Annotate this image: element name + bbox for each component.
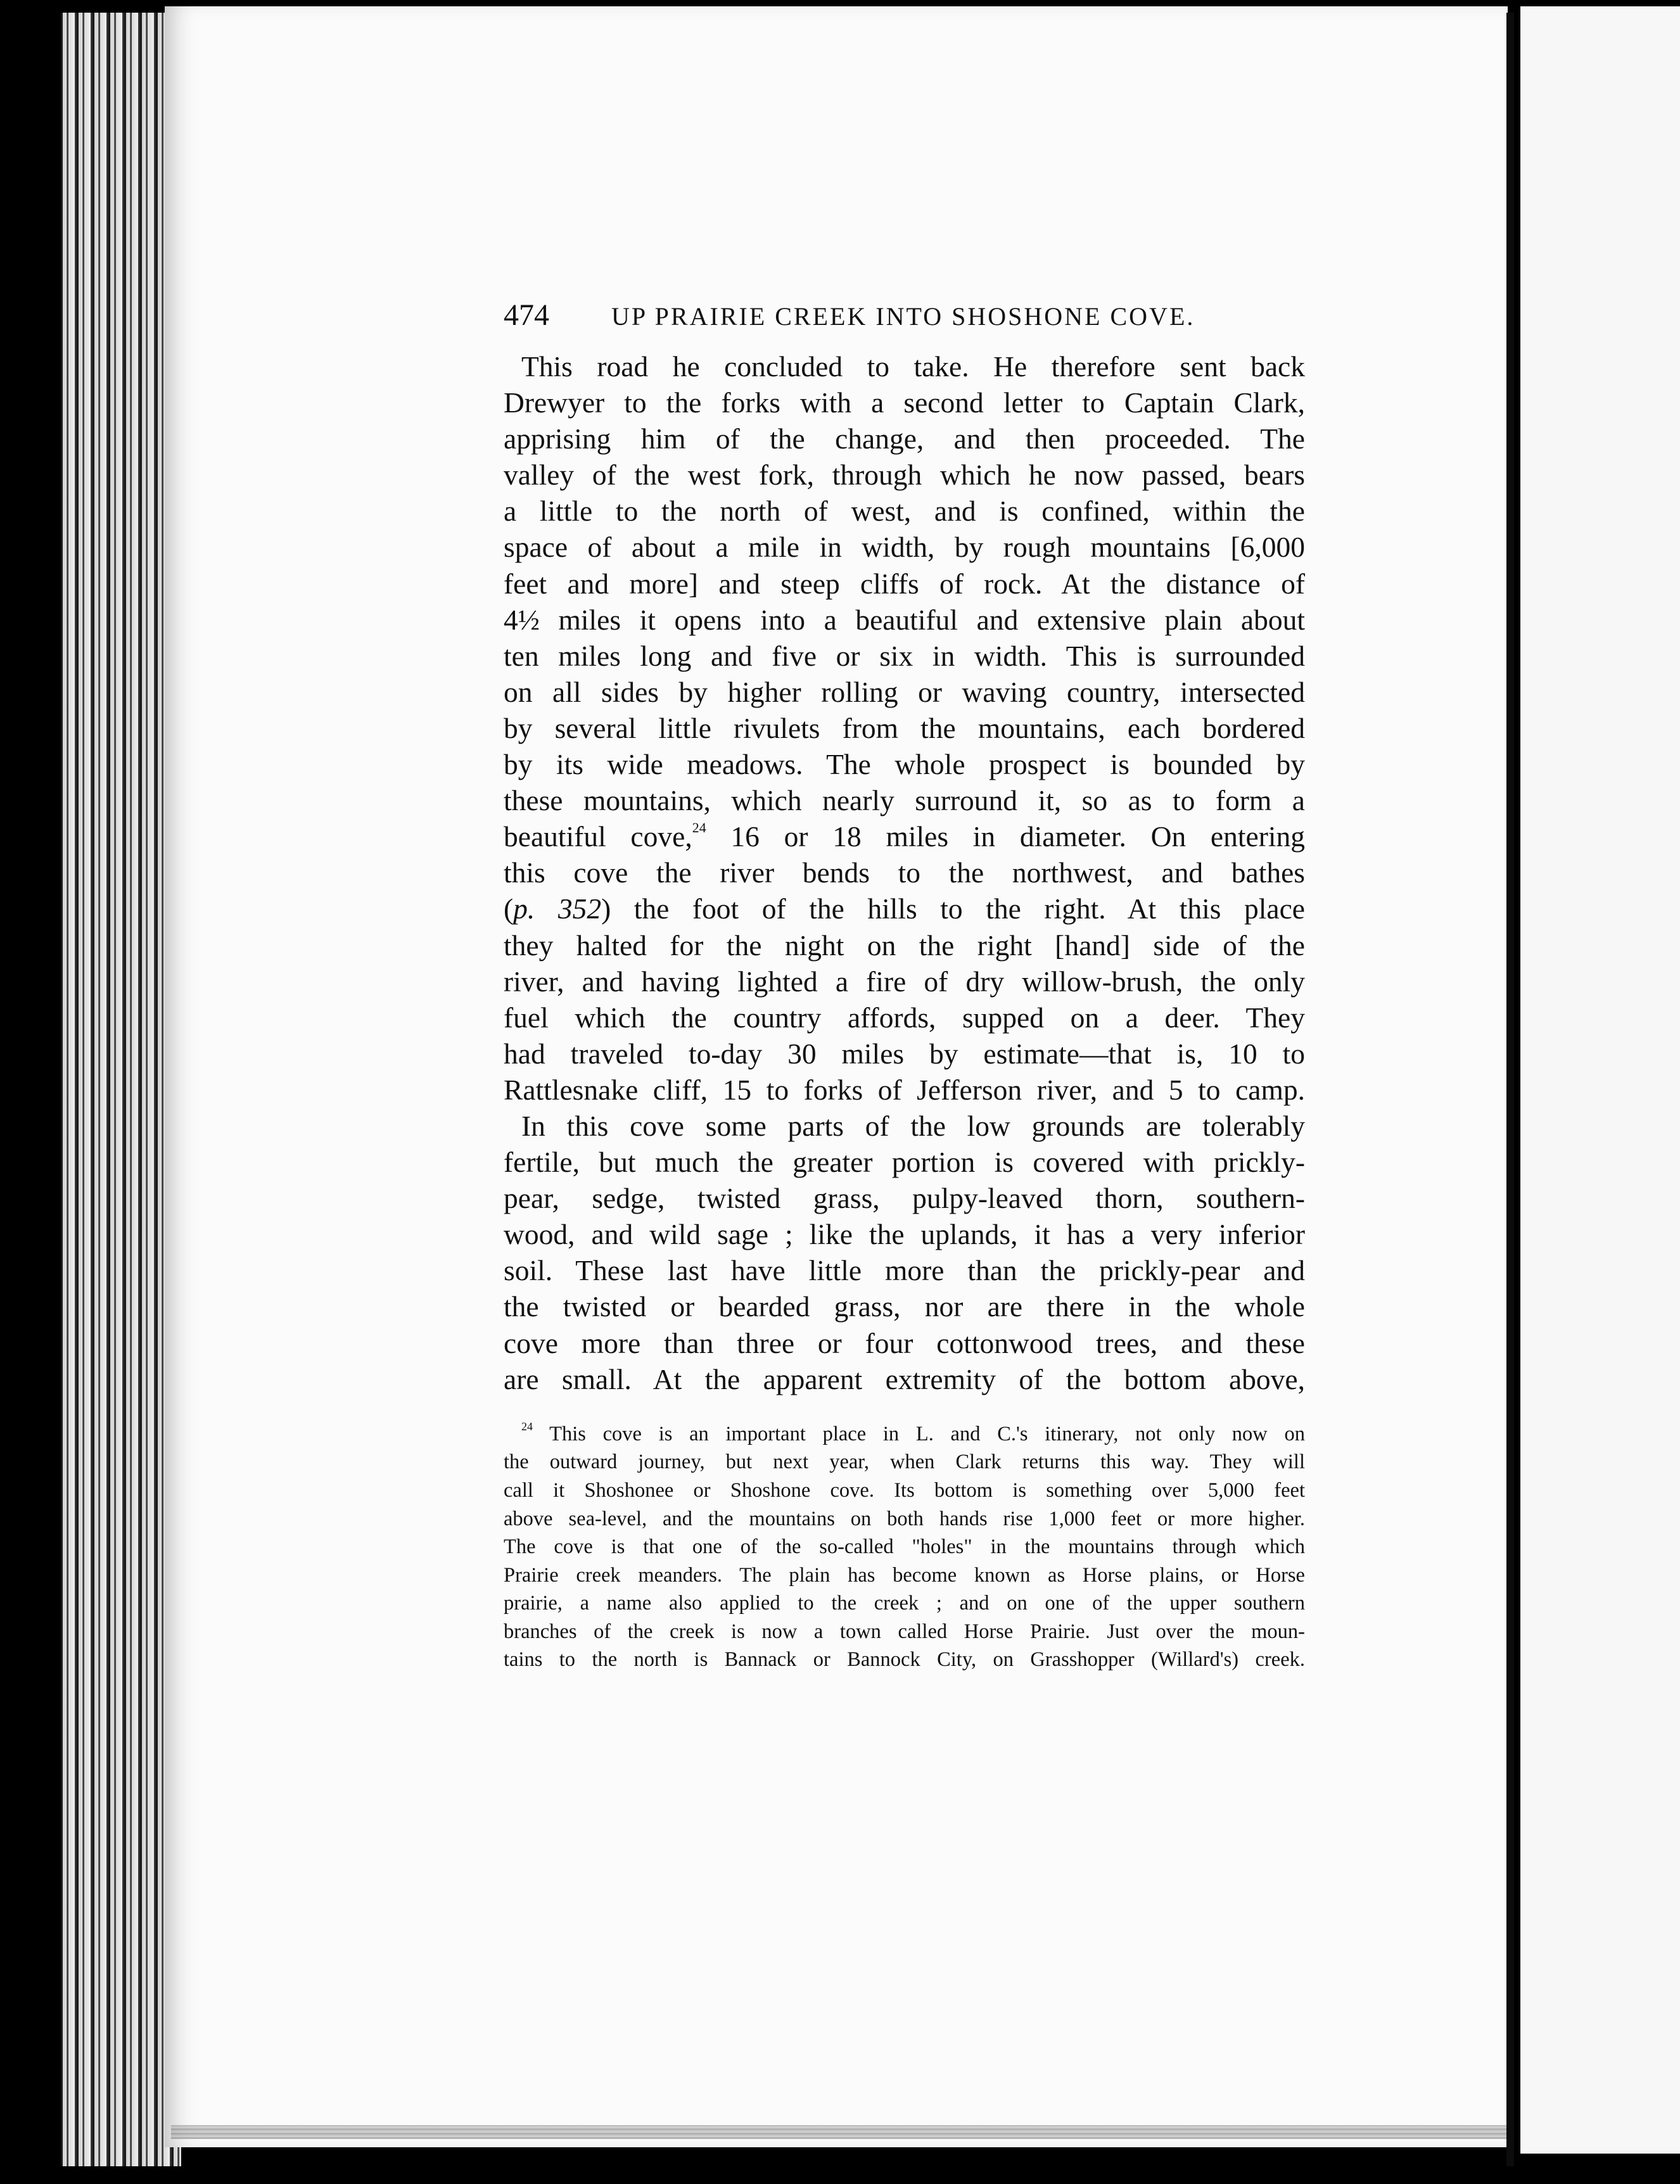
text-line: In this cove some parts of the low grounds are tolerably (521, 1109, 1305, 1142)
text-line: cove more than three or four cottonwood trees, and these (504, 1326, 1305, 1359)
text-line: wood, and wild sage ; like the uplands, it has a very inferior (504, 1218, 1305, 1251)
text-line: Drewyer to the forks with a second letter to Captain Clark, (504, 386, 1305, 419)
text-line: Rattlesnake cliff, 15 to forks of Jefferson river, and 5 to camp. (504, 1073, 1305, 1106)
text-line: pear, sedge, twisted grass, pulpy-leaved thorn, southern- (504, 1182, 1305, 1215)
running-title: UP PRAIRIE CREEK INTO SHOSHONE COVE. (611, 302, 1195, 331)
text-line: by several little rivulets from the mountains, each bordered (504, 711, 1305, 744)
text-line: valley of the west fork, through which he now passed, bears (504, 459, 1305, 492)
text-line: on all sides by higher rolling or waving country, intersected (504, 675, 1305, 708)
text-line (504, 818, 1305, 854)
text-line: river, and having lighted a fire of dry willow-brush, the only (504, 965, 1305, 998)
text-line: are small. At the apparent extremity of the bottom above, (504, 1362, 1305, 1395)
text-line: had traveled to-day 30 miles by estimate—that is, 10 to (504, 1037, 1305, 1070)
text-line: 4½ miles it opens into a beautiful and extensive plain about (504, 603, 1305, 636)
text-line: they halted for the night on the right [hand] side of the (504, 929, 1305, 962)
text-line: ten miles long and five or six in width. This is surrounded (504, 639, 1305, 672)
text-line (504, 891, 1305, 927)
text-fragment: This cove is an important place in L. and C.'s itinerary, not only now on (533, 1422, 1305, 1445)
text-line: these mountains, which nearly surround it, so as to form a (504, 784, 1305, 817)
running-head (504, 298, 1305, 348)
text-line: soil. These last have little more than the prickly-pear and (504, 1254, 1305, 1287)
body-text (504, 348, 1305, 1397)
footnote (504, 1420, 1305, 1674)
footnote-line: tains to the north is Bannack or Bannock City, on Grasshopper (Willard's) creek. (504, 1648, 1305, 1672)
text-line: This road he concluded to take. He therefore sent back (521, 350, 1305, 383)
text-fragment: ( (504, 892, 514, 925)
footnote-line: the outward journey, but next year, when Clark returns this way. They will (504, 1451, 1305, 1474)
text-fragment: ) the foot of the hills to the right. At this place (601, 892, 1305, 925)
text-line: fuel which the country affords, supped on a deer. They (504, 1001, 1305, 1034)
text-line: apprising him of the change, and then proceeded. The (504, 422, 1305, 455)
text-fragment: 16 or 18 miles in diameter. On entering (706, 820, 1306, 853)
text-line: by its wide meadows. The whole prospect is bounded by (504, 748, 1305, 781)
facing-page (1520, 6, 1680, 2154)
book-gutter (1506, 13, 1514, 2166)
footnote-line: Prairie creek meanders. The plain has become known as Horse plains, or Horse (504, 1563, 1305, 1587)
footnote-reference: 24 (692, 820, 706, 836)
text-line: feet and more] and steep cliffs of rock. At the distance of (504, 567, 1305, 600)
text-line: a little to the north of west, and is confined, within the (504, 495, 1305, 528)
footnote-line: branches of the creek is now a town called Horse Prairie. Just over the moun- (504, 1620, 1305, 1643)
footnote-line (504, 1420, 1305, 1449)
text-fragment: beautiful cove, (504, 820, 692, 853)
text-line: fertile, but much the greater portion is covered with prickly- (504, 1146, 1305, 1179)
footnote-line: prairie, a name also applied to the creek ; and on one of the upper southern (504, 1592, 1305, 1615)
footnote-marker: 24 (521, 1419, 533, 1433)
footnote-line: The cove is that one of the so-called "holes" in the mountains through which (504, 1535, 1305, 1559)
text-line: the twisted or bearded grass, nor are there in the whole (504, 1290, 1305, 1323)
text-block (504, 298, 1305, 1674)
text-line: space of about a mile in width, by rough mountains [6,000 (504, 531, 1305, 564)
page-edges-bottom (171, 2125, 1508, 2139)
footnote-line: call it Shoshonee or Shoshone cove. Its bottom is something over 5,000 feet (504, 1478, 1305, 1502)
page-reference: p. 352 (513, 892, 602, 925)
page-number: 474 (504, 298, 549, 332)
footnote-line: above sea-level, and the mountains on both hands rise 1,000 feet or more higher. (504, 1507, 1305, 1530)
text-line: this cove the river bends to the northwest, and bathes (504, 856, 1305, 889)
page-edges-left (61, 13, 181, 2166)
